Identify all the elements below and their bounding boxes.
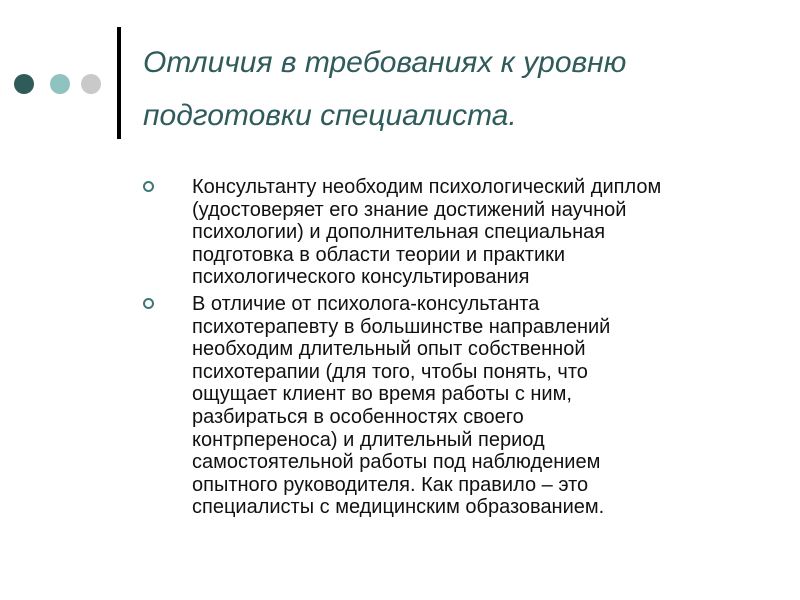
bullet-line: необходим длительный опыт собственной — [192, 338, 586, 361]
bullet-line: специалисты с медицинским образованием. — [192, 496, 605, 519]
bullet-line: подготовка в области теории и практики — [192, 243, 566, 266]
ring-bullet-icon — [143, 298, 154, 309]
bullet-line: Консультанту необходим психологический диплом — [192, 176, 662, 198]
bullet-list — [143, 176, 723, 523]
teal-dot-icon — [50, 74, 70, 94]
bullet-line: самостоятельной работы под наблюдением — [192, 451, 601, 474]
bullet-item — [143, 293, 723, 519]
vertical-divider — [117, 27, 121, 139]
bullet-line: психологического консультирования — [192, 266, 530, 289]
slide-title-line-1: Отличия в требованиях к уровню — [143, 46, 627, 79]
slide-title-line-2: подготовки специалиста. — [143, 99, 517, 132]
ring-bullet-icon — [143, 181, 154, 192]
bullet-line: В отличие от психолога-консультанта — [192, 292, 540, 315]
gray-dot-icon — [81, 74, 101, 94]
bullet-text — [192, 176, 723, 289]
bullet-text — [192, 293, 723, 519]
bullet-line: психологии) и дополнительная специальная — [192, 221, 606, 244]
bullet-line: (удостоверяет его знание достижений научной — [192, 198, 627, 221]
bullet-line: контрпереноса) и длительный период — [192, 428, 545, 451]
bullet-line: ощущает клиент во время работы с ним, — [192, 383, 572, 406]
bullet-line: психотерапии (для того, чтобы понять, что — [192, 360, 588, 383]
slide-title — [143, 36, 783, 142]
dark-dot-icon — [14, 74, 34, 94]
bullet-item — [143, 176, 723, 289]
bullet-line: разбираться в особенностях своего — [192, 405, 524, 428]
bullet-line: психотерапевту в большинстве направлений — [192, 315, 611, 338]
bullet-line: опытного руководителя. Как правило – это — [192, 473, 589, 496]
